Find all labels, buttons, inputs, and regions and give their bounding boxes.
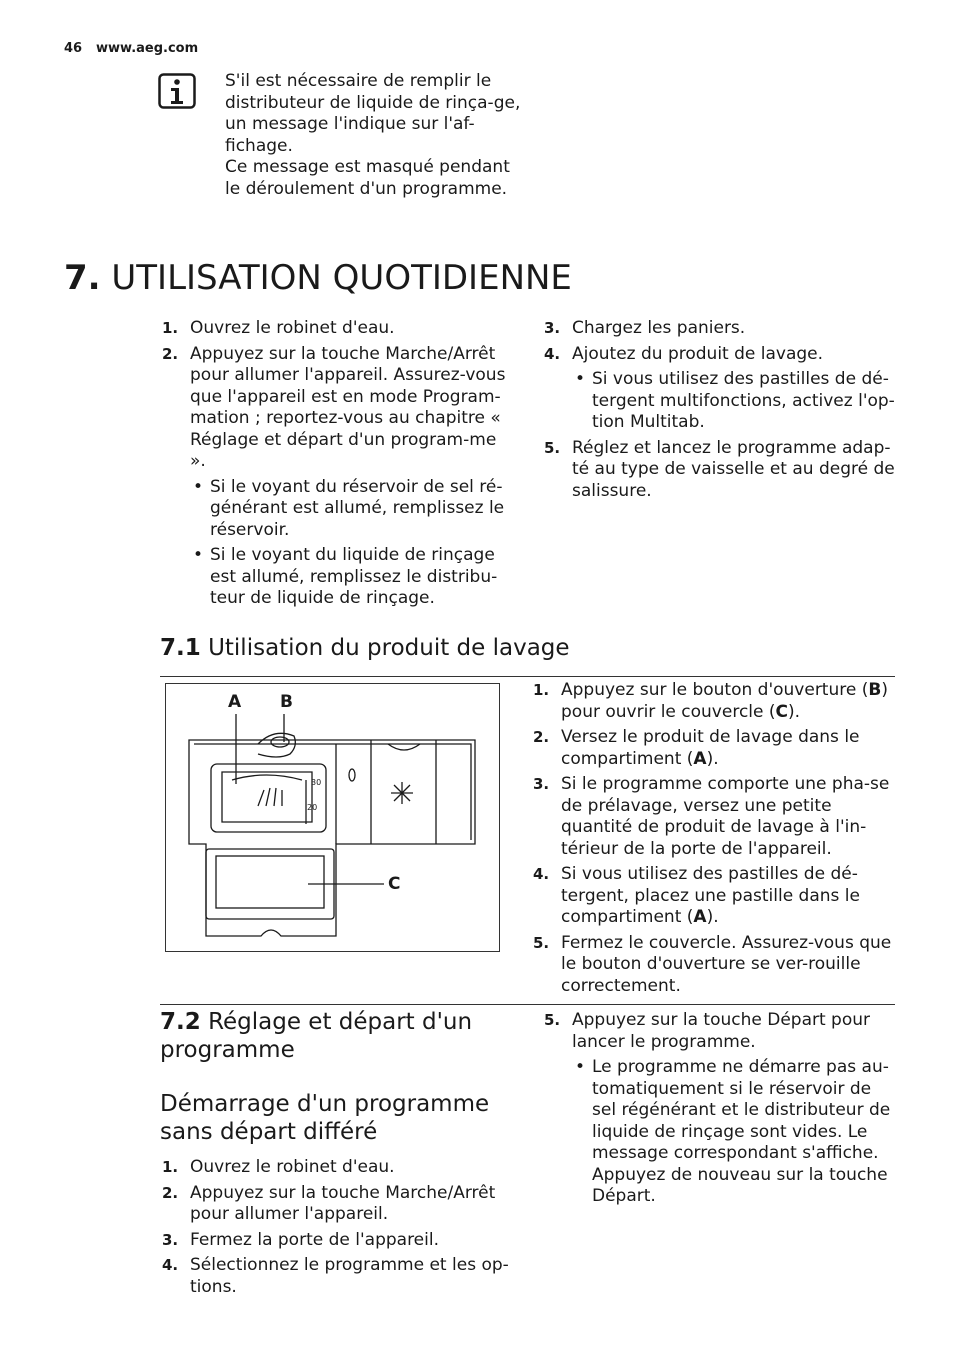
list-item bbox=[162, 344, 510, 610]
section-7-1-heading bbox=[160, 634, 570, 662]
dispenser-illustration bbox=[166, 684, 499, 951]
website-url[interactable]: www.aeg.com bbox=[96, 41, 199, 56]
step-number: 3. bbox=[544, 319, 561, 337]
step-text: Ouvrez le robinet d'eau. bbox=[190, 1157, 395, 1177]
section-7-2-subheading: Démarrage d'un programme sans départ différé bbox=[160, 1091, 490, 1145]
bullet-list bbox=[572, 1057, 896, 1208]
section-7-number: 7. bbox=[64, 258, 101, 298]
step-number: 1. bbox=[162, 319, 179, 337]
page-number: 46 bbox=[64, 41, 83, 56]
info-icon bbox=[158, 73, 196, 109]
step-number: 3. bbox=[162, 1230, 179, 1249]
step-text: Ouvrez le robinet d'eau. bbox=[190, 318, 395, 338]
bullet-item: • Si le voyant du réservoir de sel ré-générant est allumé, remplissez le réservoir. bbox=[190, 477, 510, 542]
step-number: 2. bbox=[162, 1183, 179, 1202]
list-item bbox=[544, 438, 896, 503]
step-number: 5. bbox=[544, 1011, 561, 1029]
step-text: Appuyez sur la touche Marche/Arrêt pour allumer l'appareil. bbox=[190, 1182, 496, 1224]
scale-label-20: 20 bbox=[307, 803, 318, 812]
step-number: 3. bbox=[533, 775, 550, 793]
step-text: Chargez les paniers. bbox=[572, 318, 746, 338]
list-item bbox=[162, 1157, 514, 1179]
bullet-list bbox=[190, 477, 510, 610]
list-item bbox=[544, 1010, 896, 1208]
section-7-2-steps-right bbox=[544, 1010, 896, 1212]
section-7-steps-right bbox=[544, 318, 896, 506]
bullet-item: • Si le voyant du liquide de rinçage est allumé, remplissez le distribu-teur de liquide de rinçage. bbox=[190, 545, 510, 610]
list-item bbox=[533, 727, 895, 770]
step-text: Versez le produit de lavage dans le compartiment (A). bbox=[561, 727, 860, 769]
info-note-line-1: S'il est nécessaire de remplir le distributeur de liquide de rinça-ge, un message l'indique sur l'af-fichage. bbox=[225, 71, 521, 156]
step-number: 1. bbox=[162, 1158, 179, 1176]
list-item bbox=[162, 318, 510, 340]
info-note-line-2: Ce message est masqué pendant le déroulement d'un programme. bbox=[225, 157, 510, 199]
section-7-1-number: 7.1 bbox=[160, 635, 201, 661]
step-text: Sélectionnez le programme et les op-tions. bbox=[190, 1255, 509, 1297]
list-item bbox=[533, 933, 895, 998]
list-item bbox=[533, 774, 895, 860]
scale-label-30: 30 bbox=[311, 778, 322, 787]
list-item bbox=[533, 864, 895, 929]
figure-label-b: B bbox=[280, 692, 293, 712]
section-7-title: UTILISATION QUOTIDIENNE bbox=[111, 258, 572, 298]
step-text: Appuyez sur la touche Départ pour lancer le programme. bbox=[572, 1010, 870, 1052]
bullet-list bbox=[572, 369, 896, 434]
step-text: Appuyez sur la touche Marche/Arrêt pour allumer l'appareil. Assurez-vous que l'appareil est en mode Program-mation ; reportez-vous au chapitre « Réglage et départ d'un program-me ». bbox=[190, 343, 506, 471]
section-7-2-steps-left bbox=[162, 1157, 514, 1302]
step-text: Si vous utilisez des pastilles de dé-tergent, placez une pastille dans le compartiment (A). bbox=[561, 864, 860, 927]
list-item bbox=[162, 1230, 514, 1252]
step-number: 2. bbox=[162, 344, 179, 363]
info-note-text bbox=[225, 71, 525, 200]
section-7-2-number: 7.2 bbox=[160, 1009, 201, 1035]
section-7-1-steps bbox=[533, 680, 895, 1001]
step-number: 4. bbox=[533, 865, 550, 883]
list-item bbox=[162, 1183, 514, 1226]
section-7-2-heading bbox=[160, 1008, 510, 1064]
step-text: Fermez la porte de l'appareil. bbox=[190, 1229, 439, 1250]
section-7-steps-left bbox=[162, 318, 510, 614]
step-text: Réglez et lancez le programme adap-té au type de vaisselle et au degré de salissure. bbox=[572, 437, 895, 501]
detergent-dispenser-figure bbox=[165, 683, 500, 952]
step-number: 5. bbox=[544, 438, 561, 457]
step-text: Fermez le couvercle. Assurez-vous que le bouton d'ouverture se ver-rouille correctement. bbox=[561, 932, 892, 996]
step-text: Appuyez sur le bouton d'ouverture (B) pour ouvrir le couvercle (C). bbox=[561, 680, 888, 722]
step-number: 5. bbox=[533, 933, 550, 952]
list-item bbox=[162, 1255, 514, 1298]
list-item bbox=[533, 680, 895, 723]
figure-label-a: A bbox=[228, 692, 242, 712]
list-item bbox=[544, 344, 896, 434]
figure-label-c: C bbox=[388, 874, 401, 894]
step-number: 2. bbox=[533, 728, 550, 746]
section-7-heading bbox=[64, 256, 572, 300]
section-7-2-title: Réglage et départ d'un programme bbox=[160, 1009, 473, 1063]
divider bbox=[160, 1004, 895, 1005]
step-text: Ajoutez du produit de lavage. bbox=[572, 343, 824, 364]
divider bbox=[160, 676, 895, 677]
step-number: 4. bbox=[162, 1256, 179, 1274]
step-number: 1. bbox=[533, 681, 550, 699]
bullet-item: • Si vous utilisez des pastilles de dé-tergent multifonctions, activez l'op-tion Multitab. bbox=[572, 369, 896, 434]
step-text: Si le programme comporte une pha-se de prélavage, versez une petite quantité de produit de lavage à l'in-térieur de la porte de l'appareil. bbox=[561, 774, 890, 859]
list-item bbox=[544, 318, 896, 340]
bullet-item: • Le programme ne démarre pas au-tomatiquement si le réservoir de sel régénérant et le distributeur de liquide de rinçage sont vides. Le message correspondant s'affiche. Appuyez de nouveau sur la touche Départ. bbox=[572, 1057, 896, 1208]
section-7-1-title: Utilisation du produit de lavage bbox=[208, 635, 570, 661]
step-number: 4. bbox=[544, 344, 561, 363]
